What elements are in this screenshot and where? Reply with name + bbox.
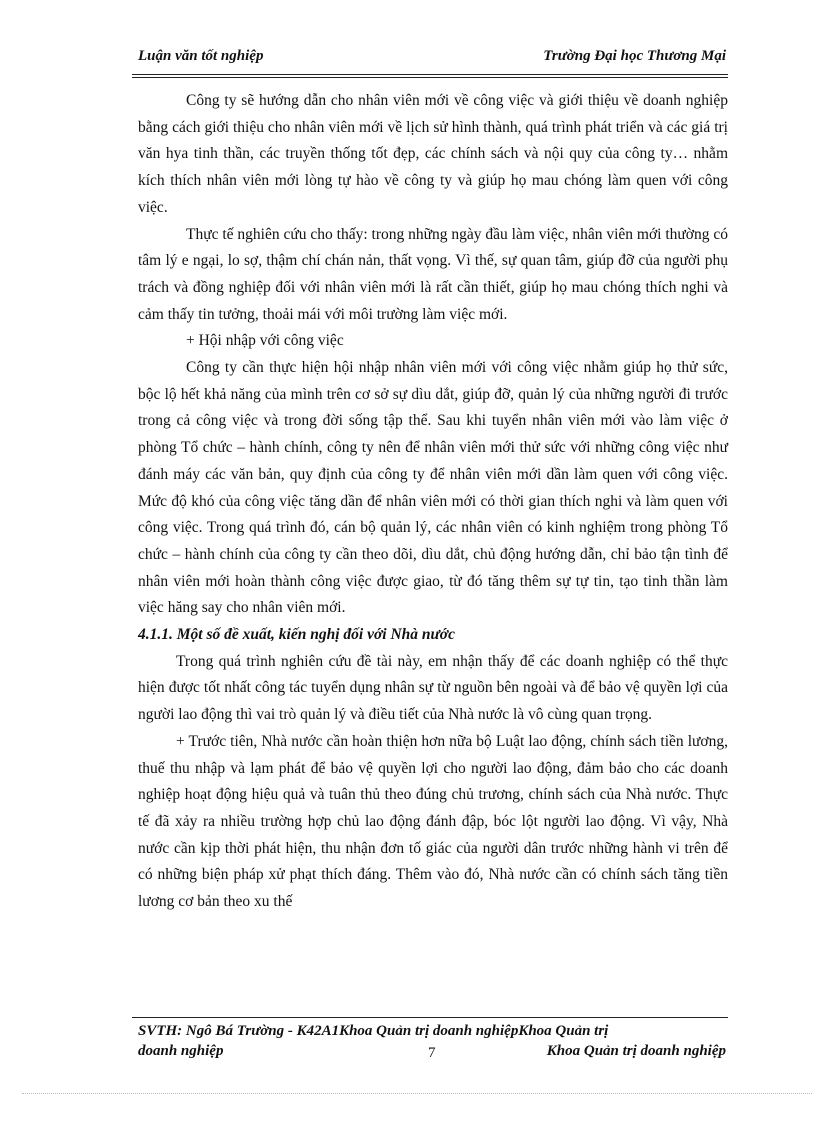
footer-department-continued: doanh nghiệp bbox=[138, 1043, 224, 1059]
paragraph-orientation-intro: Công ty sẽ hướng dẫn cho nhân viên mới về công việc và giới thiệu về doanh nghiệp bằng cách giới thiệu cho nhân viên mới về lịch sử hình thành, quá trình phát triển và các giá trị văn hya tinh thần, các truyền thống tốt đẹp, các chính sách và nội quy của công ty… nhằm kích thích nhân viên mới lòng tự hào về công ty và giúp họ mau chóng làm quen với công việc. bbox=[138, 92, 728, 216]
paragraph-state-role: Trong quá trình nghiên cứu đề tài này, em nhận thấy để các doanh nghiệp có thể thực hiện được tốt nhất công tác tuyển dụng nhân sự từ nguồn bên ngoài và để bảo vệ quyền lợi của người lao động thì vai trò quản lý và điều tiết của Nhà nước là vô cùng quan trọng. bbox=[138, 652, 728, 724]
page-bottom-boundary bbox=[22, 1093, 812, 1094]
footer-divider bbox=[132, 1017, 728, 1018]
paragraph-new-staff-psychology: Thực tế nghiên cứu cho thấy: trong những ngày đầu làm việc, nhân viên mới thường có tâm lý e ngại, lo sợ, thậm chí chán nản, thất vọng. Vì thế, sự quan tâm, giúp đỡ của người phụ trách và đồng nghiệp đối với nhân viên mới là rất cần thiết, giúp họ mau chóng thích nghi và cảm thấy tin tưởng, thoải mái với môi trường làm việc mới. bbox=[138, 225, 728, 323]
footer-student-info: SVTH: Ngô Bá Trường - K42A1Khoa Quản trị doanh nghiệpKhoa Quản trị bbox=[138, 1023, 609, 1039]
header-thesis-title: Luận văn tốt nghiệp bbox=[138, 48, 264, 64]
paragraph-work-integration-label: + Hội nhập với công việc bbox=[186, 332, 344, 350]
footer-department: Khoa Quản trị doanh nghiệp bbox=[546, 1043, 726, 1059]
section-heading-4-1-1: 4.1.1. Một số đề xuất, kiến nghị đối với Nhà nước bbox=[138, 626, 456, 644]
paragraph-labor-law: + Trước tiên, Nhà nước cần hoàn thiện hơn nữa bộ Luật lao động, chính sách tiền lương, thuế thu nhập và lạm phát để bảo vệ quyền lợi cho người lao động, đảm bảo cho các doanh nghiệp hoạt động hiệu quả và tuân thủ theo đúng chủ trương, chính sách của Nhà nước. Thực tế đã xảy ra nhiều trường hợp chủ lao động đánh đập, bóc lột người lao động. Vì vậy, Nhà nước cần kịp thời phát hiện, thu nhận đơn tố giác của người dân trước những hành vi trên để có những biện pháp xử phạt thích đáng. Thêm vào đó, Nhà nước cần có chính sách tăng tiền lương cơ bản theo xu thế bbox=[138, 732, 728, 911]
header-divider bbox=[132, 74, 728, 78]
paragraph-work-integration: Công ty cần thực hiện hội nhập nhân viên mới với công việc nhằm giúp họ thử sức, bộc lộ hết khả năng của mình trên cơ sở sự dìu dắt, giúp đỡ, quản lý của những người đi trước trong cả công việc và trong đời sống tập thể. Sau khi tuyển nhân viên mới vào làm việc ở phòng Tổ chức – hành chính, công ty nên để nhân viên mới thử sức với những công việc như đánh máy các văn bản, quy định của công ty để nhân viên mới dần làm quen với công việc. Mức độ khó của công việc tăng dần để nhân viên mới có thời gian thích nghi và làm quen với công việc. Trong quá trình đó, cán bộ quản lý, các nhân viên có kinh nghiệm trong phòng Tổ chức – hành chính của công ty cần theo dõi, dìu dắt, chủ động hướng dẫn, chỉ bảo tận tình để nhân viên mới hoàn thành công việc được giao, từ đó tăng thêm sự tự tin, tạo tinh thần làm việc hăng say cho nhân viên mới. bbox=[138, 359, 728, 617]
header-university-name: Trường Đại học Thương Mại bbox=[543, 48, 726, 64]
page-number: 7 bbox=[428, 1045, 436, 1061]
document-body bbox=[138, 88, 728, 916]
